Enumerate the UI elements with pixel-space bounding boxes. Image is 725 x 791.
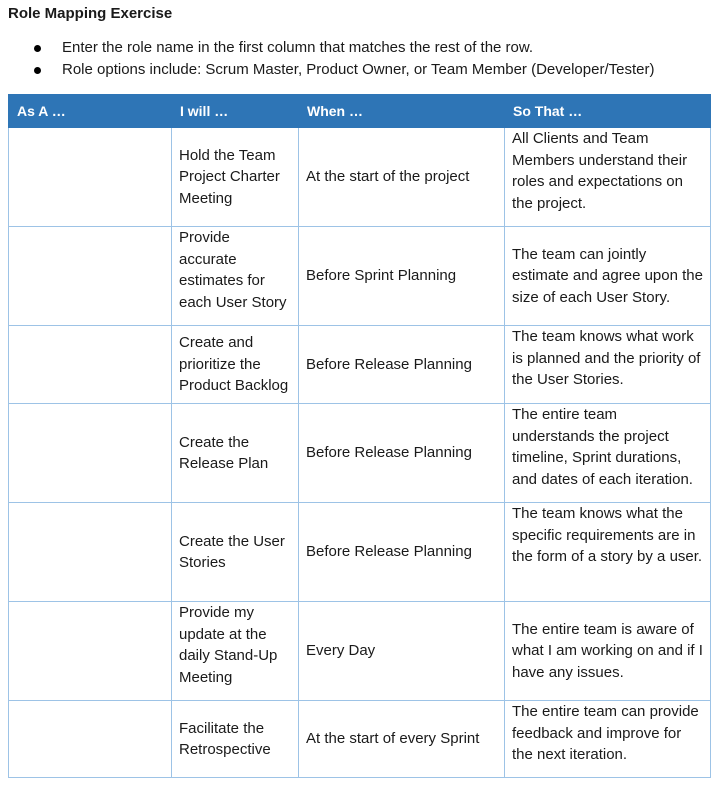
when-cell: Before Release Planning bbox=[299, 404, 505, 503]
role-input-cell[interactable] bbox=[9, 503, 172, 602]
instruction-text: Role options include: Scrum Master, Product Owner, or Team Member (Developer/Tester) bbox=[62, 61, 655, 78]
table-row bbox=[9, 602, 711, 701]
role-input-cell[interactable] bbox=[9, 404, 172, 503]
so-that-cell: The entire team understands the project timeline, Sprint durations, and dates of each iteration. bbox=[505, 404, 711, 503]
when-cell: At the start of every Sprint bbox=[299, 701, 505, 778]
i-will-cell: Provide my update at the daily Stand-Up Meeting bbox=[172, 602, 299, 701]
table-header-row bbox=[9, 95, 711, 128]
bullet-icon bbox=[34, 45, 41, 52]
role-input-cell[interactable] bbox=[9, 227, 172, 326]
i-will-cell: Provide accurate estimates for each User Story bbox=[172, 227, 299, 326]
role-mapping-table bbox=[8, 94, 711, 778]
instruction-item bbox=[30, 59, 654, 81]
so-that-cell: All Clients and Team Members understand their roles and expectations on the project. bbox=[505, 128, 711, 227]
table-row bbox=[9, 326, 711, 404]
document-title: Role Mapping Exercise bbox=[8, 5, 173, 22]
when-cell: Every Day bbox=[299, 602, 505, 701]
column-header-as-a: As A … bbox=[9, 95, 172, 128]
i-will-cell: Create the Release Plan bbox=[172, 404, 299, 503]
table-row bbox=[9, 503, 711, 602]
role-input-cell[interactable] bbox=[9, 128, 172, 227]
i-will-cell: Create and prioritize the Product Backlog bbox=[172, 326, 299, 404]
when-cell: At the start of the project bbox=[299, 128, 505, 227]
instruction-item bbox=[30, 37, 654, 59]
role-input-cell[interactable] bbox=[9, 326, 172, 404]
table-row bbox=[9, 701, 711, 778]
instruction-text: Enter the role name in the first column that matches the rest of the row. bbox=[62, 39, 534, 56]
when-cell: Before Release Planning bbox=[299, 503, 505, 602]
role-input-cell[interactable] bbox=[9, 701, 172, 778]
table-row bbox=[9, 404, 711, 503]
bullet-icon bbox=[34, 67, 41, 74]
i-will-cell: Facilitate the Retrospective bbox=[172, 701, 299, 778]
table-row bbox=[9, 128, 711, 227]
column-header-i-will: I will … bbox=[172, 95, 299, 128]
column-header-when: When … bbox=[299, 95, 505, 128]
instruction-list bbox=[30, 37, 654, 81]
when-cell: Before Release Planning bbox=[299, 326, 505, 404]
table-row bbox=[9, 227, 711, 326]
when-cell: Before Sprint Planning bbox=[299, 227, 505, 326]
so-that-cell: The team can jointly estimate and agree upon the size of each User Story. bbox=[505, 227, 711, 326]
so-that-cell: The team knows what the specific requirements are in the form of a story by a user. bbox=[505, 503, 711, 602]
column-header-so-that: So That … bbox=[505, 95, 711, 128]
i-will-cell: Create the User Stories bbox=[172, 503, 299, 602]
so-that-cell: The entire team is aware of what I am working on and if I have any issues. bbox=[505, 602, 711, 701]
so-that-cell: The entire team can provide feedback and improve for the next iteration. bbox=[505, 701, 711, 778]
so-that-cell: The team knows what work is planned and the priority of the User Stories. bbox=[505, 326, 711, 404]
role-input-cell[interactable] bbox=[9, 602, 172, 701]
i-will-cell: Hold the Team Project Charter Meeting bbox=[172, 128, 299, 227]
